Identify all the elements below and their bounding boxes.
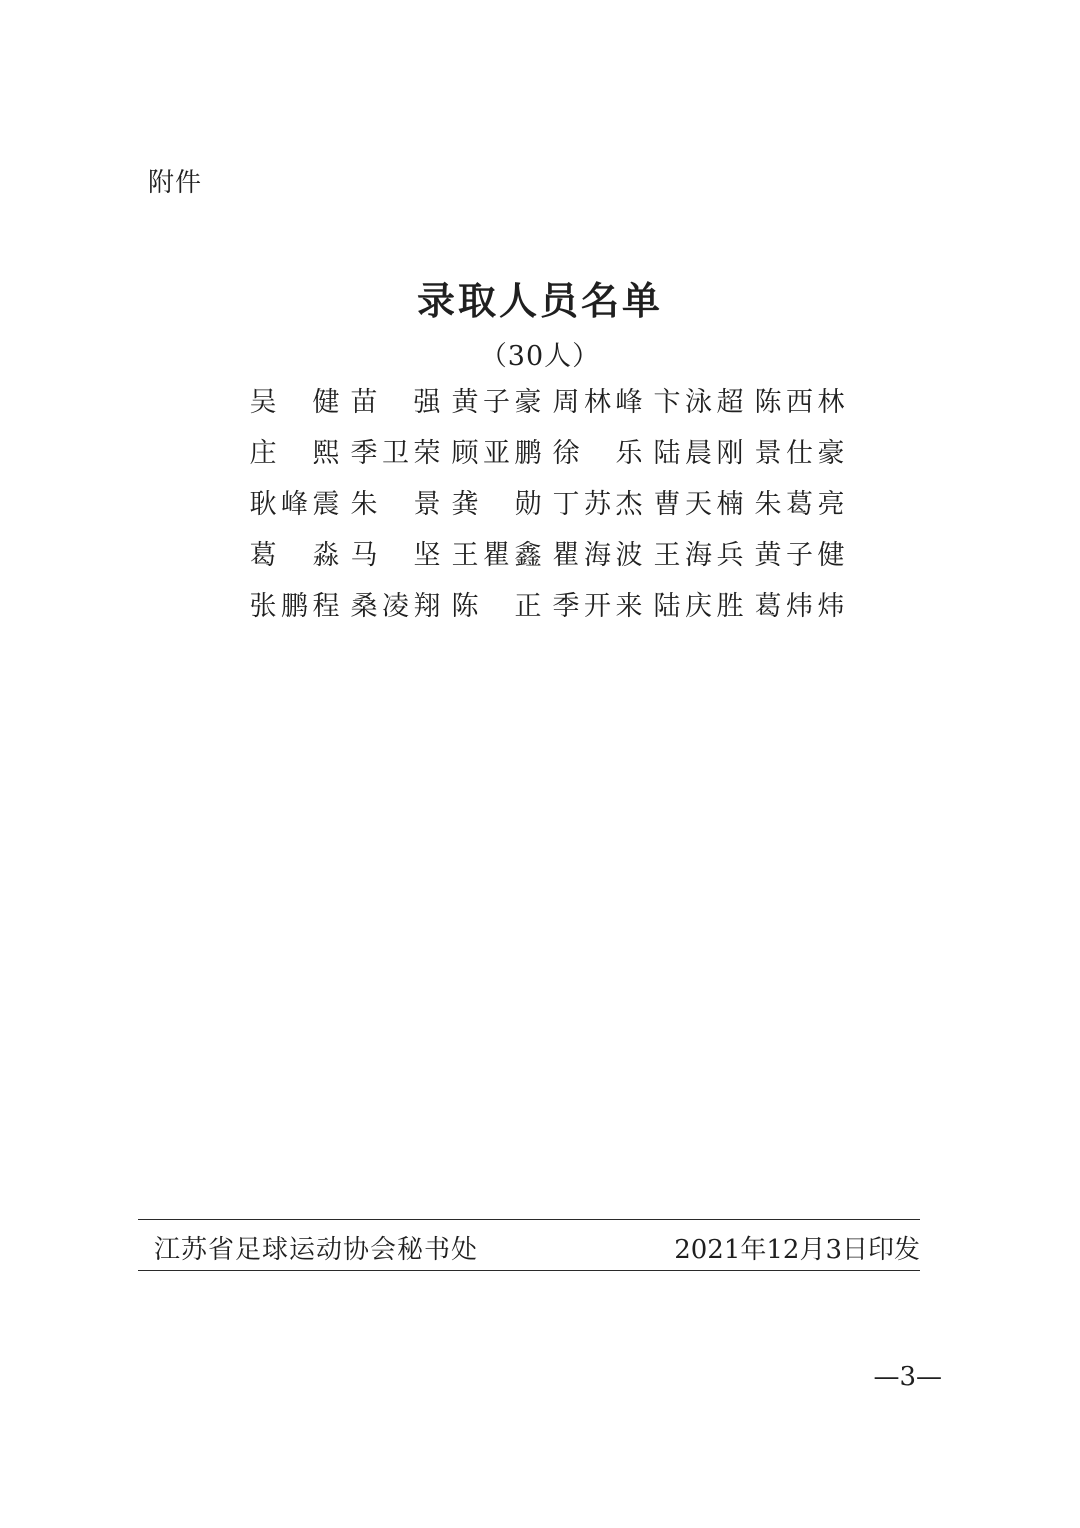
name-entry: 周 林 峰: [552, 387, 643, 418]
name-entry: 苗 强: [350, 387, 441, 418]
name-entry: 卞 泳 超: [653, 387, 744, 418]
name-entry: 桑 凌 翔: [350, 591, 441, 622]
issue-date: 2021年12月3日印发: [674, 1235, 920, 1265]
name-entry: 季 开 来: [552, 591, 643, 622]
footer-top-rule: [138, 1219, 920, 1220]
name-entry: 王 海 兵: [653, 540, 744, 571]
name-entry: 庄 熙: [249, 438, 340, 469]
name-entry: 张 鹏 程: [249, 591, 340, 622]
name-entry: 朱 葛 亮: [754, 489, 845, 520]
name-entry: 王 瞿 鑫: [451, 540, 542, 571]
count-note: （30人）: [479, 341, 601, 372]
name-entry: 瞿 海 波: [552, 540, 643, 571]
name-entry: 徐 乐: [552, 438, 643, 469]
name-entry: 葛 淼: [249, 540, 340, 571]
name-entry: 马 坚: [350, 540, 441, 571]
name-entry: 黄 子 健: [754, 540, 845, 571]
issuer-text: 江苏省足球运动协会秘书处: [154, 1235, 479, 1265]
name-entry: 葛 炜 炜: [754, 591, 845, 622]
name-entry: 陈 正: [451, 591, 542, 622]
name-entry: 朱 景: [350, 489, 441, 520]
page-number: —3—: [873, 1362, 942, 1392]
name-entry: 龚 勋: [451, 489, 542, 520]
name-entry: 景 仕 豪: [754, 438, 845, 469]
name-entry: 黄 子 豪: [451, 387, 542, 418]
name-entry: 陆 晨 刚: [653, 438, 744, 469]
name-entry: 陈 西 林: [754, 387, 845, 418]
name-entry: 陆 庆 胜: [653, 591, 744, 622]
attachment-label: 附件: [148, 168, 203, 198]
footer-bottom-rule: [138, 1270, 920, 1271]
name-entry: 耿 峰 震: [249, 489, 340, 520]
name-entry: 季 卫 荣: [350, 438, 441, 469]
page-title: 录取人员名单: [416, 278, 663, 323]
name-list: [248, 383, 858, 638]
name-entry: 丁 苏 杰: [552, 489, 643, 520]
name-entry: 顾 亚 鹏: [451, 438, 542, 469]
name-entry: 吴 健: [249, 387, 340, 418]
name-entry: 曹 天 楠: [653, 489, 744, 520]
